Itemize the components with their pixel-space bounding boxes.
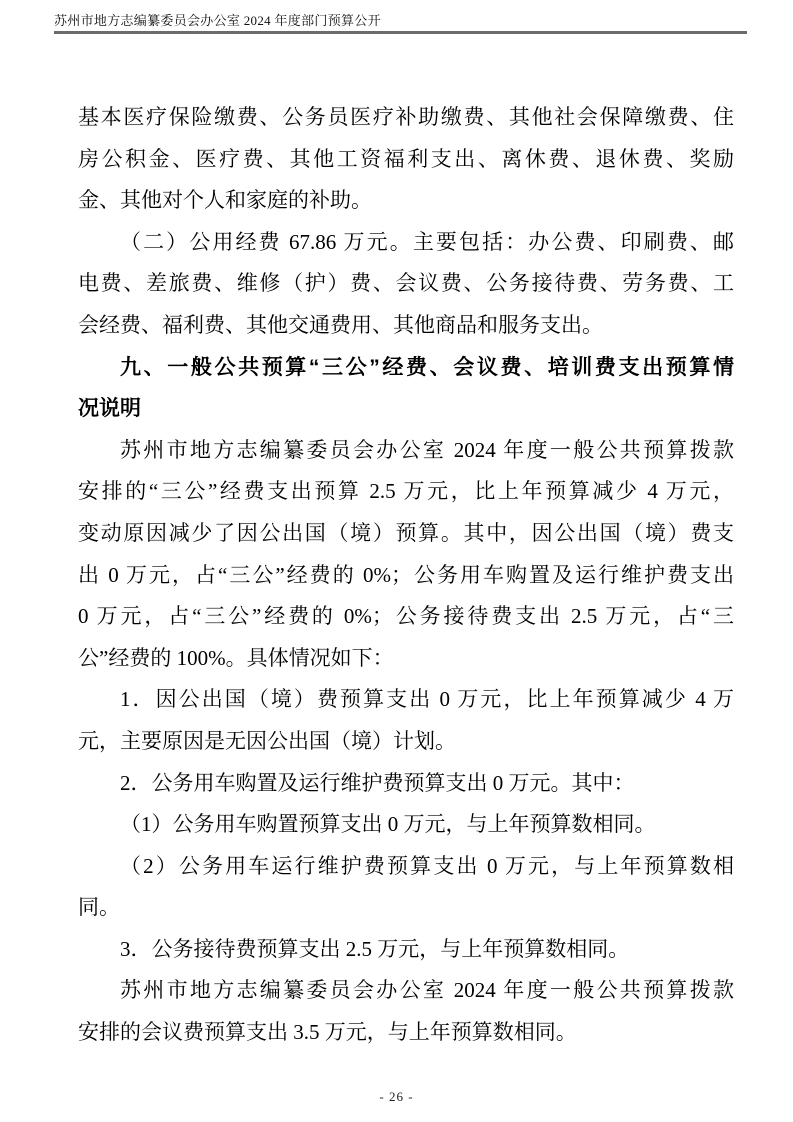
- text-line: 况说明: [78, 397, 141, 421]
- paragraph: [78, 97, 734, 222]
- text-line: 电费、差旅费、维修（护）费、会议费、公务接待费、劳务费、工: [78, 271, 734, 296]
- page-number: - 26 -: [379, 1089, 414, 1104]
- paragraph: [78, 804, 734, 846]
- header-rule-divider: [54, 31, 747, 34]
- text-line: 2．公务用车购置及运行维护费预算支出 0 万元。其中：: [120, 770, 635, 795]
- text-line: 九、一般公共预算“三公”经费、会议费、培训费支出预算情: [120, 355, 734, 379]
- text-line: （1）公务用车购置预算支出 0 万元，与上年预算数相同。: [120, 812, 656, 837]
- text-line: 0 万元，占“三公”经费的 0%；公务接待费支出 2.5 万元，占“三: [78, 604, 734, 629]
- text-line: 会经费、福利费、其他交通费用、其他商品和服务支出。: [78, 312, 603, 337]
- paragraph: [78, 763, 734, 805]
- paragraph: [78, 846, 734, 929]
- text-line: 1．因公出国（境）费预算支出 0 万元，比上年预算减少 4 万: [120, 687, 734, 712]
- text-line: 安排的会议费预算支出 3.5 万元，与上年预算数相同。: [78, 1020, 577, 1045]
- paragraph: [78, 679, 734, 762]
- text-line: 安排的“三公”经费支出预算 2.5 万元，比上年预算减少 4 万元，: [78, 479, 734, 504]
- text-line: 元，主要原因是无因公出国（境）计划。: [78, 728, 456, 753]
- paragraph: [78, 222, 734, 347]
- header-title: 苏州市地方志编纂委员会办公室 2024 年度部门预算公开: [54, 13, 381, 28]
- page-header: [54, 13, 747, 34]
- paragraph: [78, 430, 734, 680]
- section-heading: [78, 347, 734, 430]
- document-body: [78, 97, 734, 1054]
- paragraph: [78, 970, 734, 1053]
- text-line: 出 0 万元，占“三公”经费的 0%；公务用车购置及运行维护费支出: [78, 562, 734, 587]
- text-line: （2）公务用车运行维护费预算支出 0 万元，与上年预算数相: [120, 853, 734, 878]
- page-footer: [0, 1088, 793, 1106]
- text-line: 苏州市地方志编纂委员会办公室 2024 年度一般公共预算拨款: [120, 437, 734, 462]
- text-line: 苏州市地方志编纂委员会办公室 2024 年度一般公共预算拨款: [120, 978, 734, 1003]
- text-line: 变动原因减少了因公出国（境）预算。其中，因公出国（境）费支: [78, 520, 734, 545]
- text-line: 金、其他对个人和家庭的补助。: [78, 188, 372, 213]
- text-line: （二）公用经费 67.86 万元。主要包括：办公费、印刷费、邮: [120, 229, 734, 254]
- text-line: 3．公务接待费预算支出 2.5 万元，与上年预算数相同。: [120, 936, 630, 961]
- paragraph: [78, 929, 734, 971]
- text-line: 基本医疗保险缴费、公务员医疗补助缴费、其他社会保障缴费、住: [78, 105, 734, 129]
- text-line: 房公积金、医疗费、其他工资福利支出、离休费、退休费、奖励: [78, 146, 734, 171]
- text-line: 公”经费的 100%。具体情况如下：: [78, 645, 394, 670]
- text-line: 同。: [78, 895, 120, 920]
